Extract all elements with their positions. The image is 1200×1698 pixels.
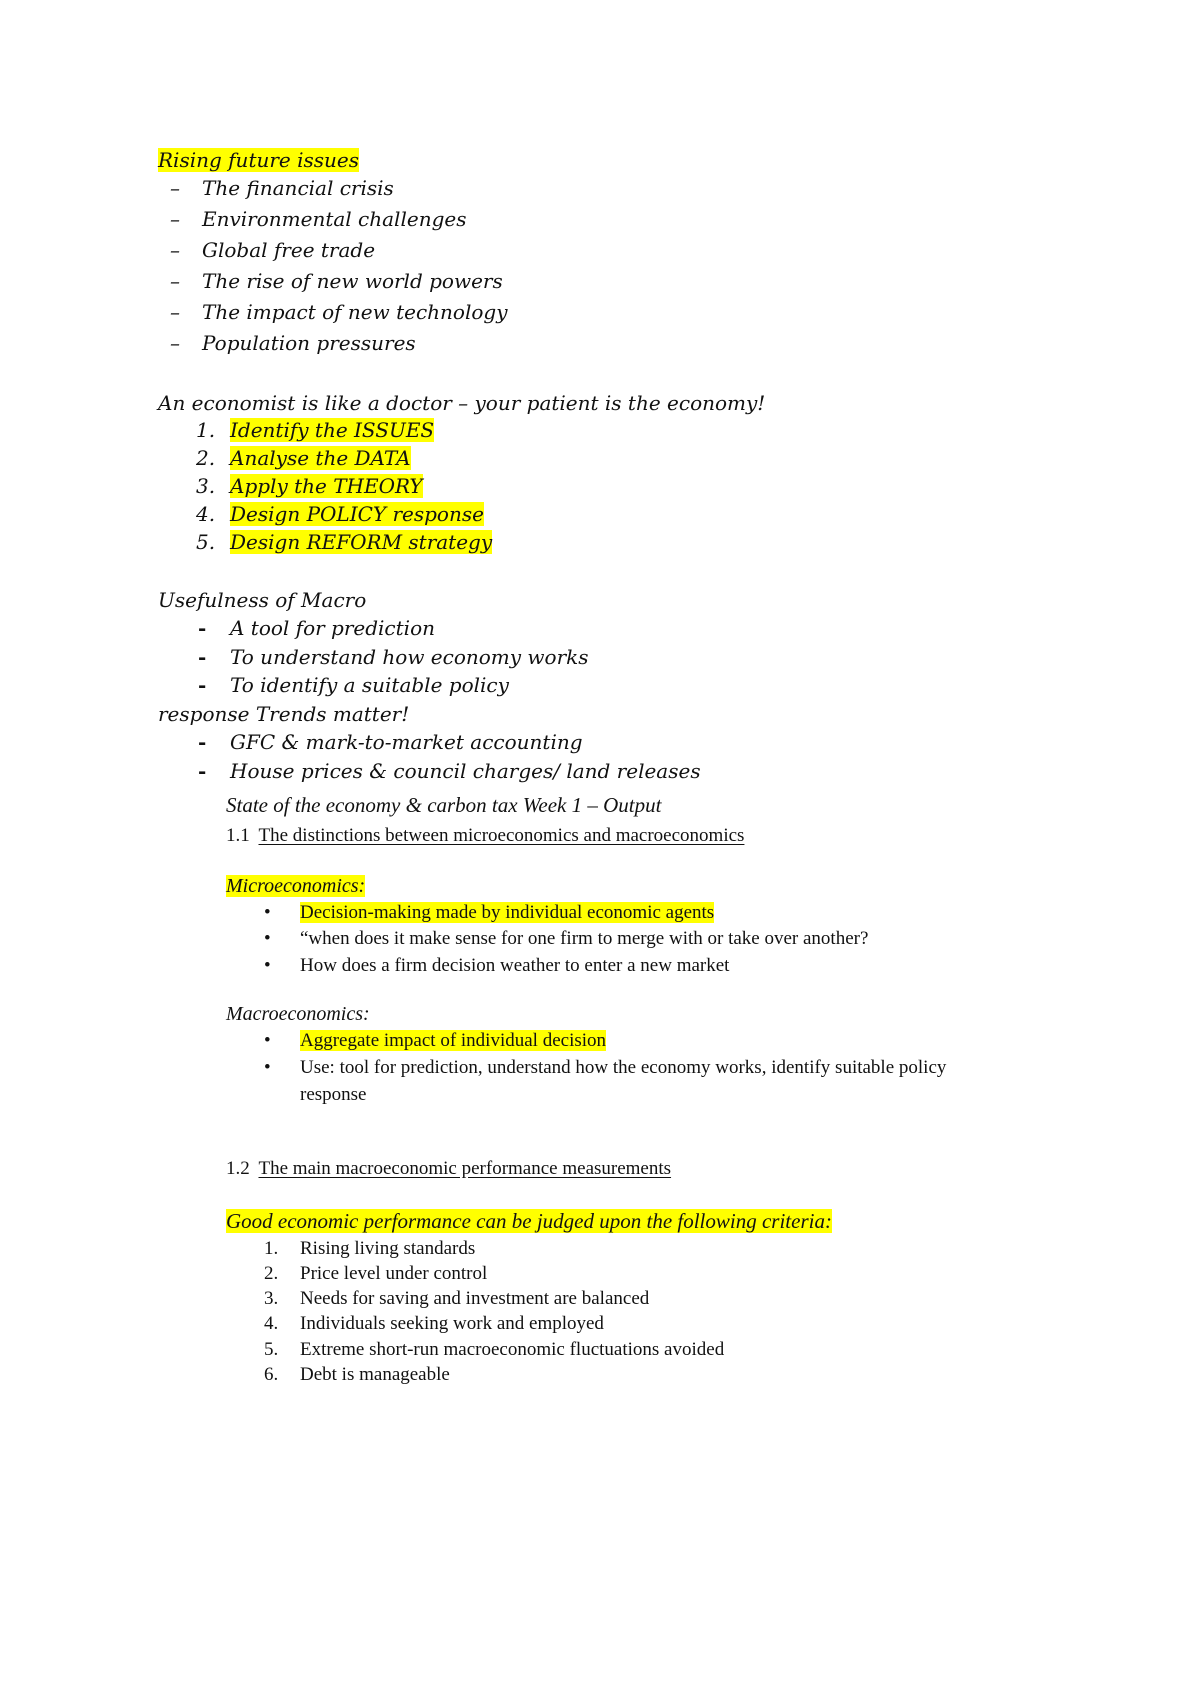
dash-marker: - (198, 759, 207, 783)
section-title-rising-issues: Rising future issues (158, 148, 360, 172)
dash-marker: – (170, 176, 180, 200)
list-number: 5. (196, 530, 216, 554)
list-number: 1. (264, 1238, 279, 1259)
list-item: The impact of new technology (202, 300, 508, 324)
dash-marker: - (198, 730, 207, 754)
micro-title: Microeconomics: (226, 875, 366, 897)
bullet-marker: • (264, 928, 271, 949)
list-item: To understand how economy works (230, 645, 589, 669)
list-number: 5. (264, 1339, 279, 1360)
list-number: 1. (196, 418, 216, 442)
list-number: 4. (264, 1313, 279, 1334)
list-item: Identify the ISSUES (230, 418, 435, 442)
list-item: GFC & mark-to-market accounting (230, 730, 583, 754)
macro-title: Macroeconomics: (226, 1003, 370, 1025)
list-item: Global free trade (202, 238, 376, 262)
state-of-economy-line: State of the economy & carbon tax Week 1 – Output (226, 793, 662, 817)
list-item: Aggregate impact of individual decision (300, 1030, 607, 1051)
list-item: Population pressures (202, 331, 416, 355)
dash-marker: – (170, 331, 180, 355)
dash-marker: – (170, 238, 180, 262)
list-item: Price level under control (300, 1263, 488, 1284)
list-number: 2. (196, 446, 216, 470)
dash-marker: - (198, 616, 207, 640)
heading-1-2 (226, 1156, 671, 1181)
continuation-line: response Trends matter! (158, 702, 410, 726)
list-item: Rising living standards (300, 1238, 476, 1259)
dash-marker: – (170, 300, 180, 324)
list-item: Environmental challenges (202, 207, 467, 231)
dash-marker: – (170, 207, 180, 231)
dash-marker: - (198, 645, 207, 669)
list-number: 4. (196, 502, 216, 526)
bullet-marker: • (264, 1057, 271, 1078)
list-number: 3. (196, 474, 216, 498)
list-number: 6. (264, 1364, 279, 1385)
section-title-usefulness: Usefulness of Macro (158, 588, 367, 612)
heading-1-1 (226, 823, 744, 848)
list-item: Individuals seeking work and employed (300, 1313, 604, 1334)
list-item: Apply the THEORY (230, 474, 423, 498)
bullet-marker: • (264, 1030, 271, 1051)
bullet-marker: • (264, 955, 271, 976)
list-item: Use: tool for prediction, understand how the economy works, identify suitable policy (300, 1057, 947, 1078)
list-number: 3. (264, 1288, 279, 1309)
list-item: Design POLICY response (230, 502, 484, 526)
heading-number: 1.2 (226, 1158, 250, 1179)
list-item: Analyse the DATA (230, 446, 411, 470)
list-item: Needs for saving and investment are balanced (300, 1288, 650, 1309)
heading-text: The distinctions between microeconomics and macroeconomics (258, 825, 745, 846)
list-item: “when does it make sense for one firm to merge with or take over another? (300, 928, 869, 949)
bullet-marker: • (264, 902, 271, 923)
section-title-economist-doctor: An economist is like a doctor – your patient is the economy! (158, 391, 766, 415)
list-item: To identify a suitable policy (230, 673, 509, 697)
list-item: Design REFORM strategy (230, 530, 493, 554)
dash-marker: - (198, 673, 207, 697)
list-item: The financial crisis (202, 176, 394, 200)
list-item: House prices & council charges/ land releases (230, 759, 701, 783)
dash-marker: – (170, 269, 180, 293)
list-item: The rise of new world powers (202, 269, 503, 293)
list-number: 2. (264, 1263, 279, 1284)
heading-number: 1.1 (226, 825, 250, 846)
list-item: Debt is manageable (300, 1364, 450, 1385)
list-item-continuation: response (300, 1084, 367, 1105)
heading-text: The main macroeconomic performance measurements (258, 1158, 672, 1179)
list-item: A tool for prediction (230, 616, 435, 640)
list-item: Decision-making made by individual economic agents (300, 902, 715, 923)
list-item: Extreme short-run macroeconomic fluctuations avoided (300, 1339, 725, 1360)
criteria-title: Good economic performance can be judged upon the following criteria: (226, 1209, 832, 1233)
list-item: How does a firm decision weather to enter a new market (300, 955, 730, 976)
